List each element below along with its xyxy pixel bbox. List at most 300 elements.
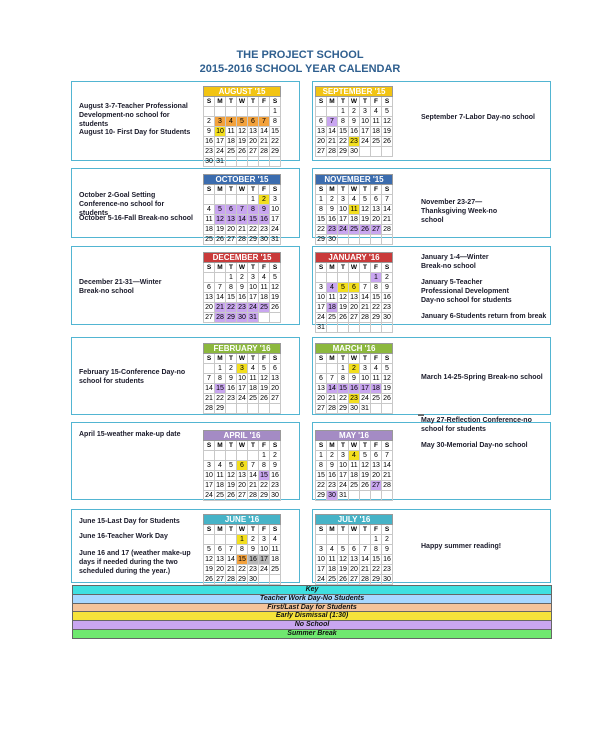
day-cell: 20	[372, 216, 380, 223]
day-cell: 29	[271, 148, 279, 155]
day-cell: 4	[259, 273, 270, 283]
day-cell: 1	[237, 535, 248, 545]
day-cell: 29	[260, 492, 268, 499]
empty-cell	[360, 491, 371, 501]
day-cell: 24	[271, 226, 279, 233]
day-cell: 24	[238, 395, 246, 402]
empty-cell	[338, 323, 349, 333]
month-header: SEPTEMBER '15	[316, 87, 393, 97]
day-cell: 20	[350, 304, 358, 311]
empty-cell	[204, 364, 215, 374]
day-cell: 17	[317, 304, 325, 311]
day-cell: 12	[260, 375, 268, 382]
day-cell: 2	[237, 273, 248, 283]
weekday-label: M	[215, 354, 226, 364]
day-cell: 2	[327, 451, 338, 461]
note-jul-summer: Happy summer reading!	[421, 543, 502, 550]
day-cell: 14	[361, 556, 369, 563]
day-cell: 2	[349, 107, 360, 117]
day-cell: 29	[227, 314, 235, 321]
day-cell: 10	[317, 556, 325, 563]
week-row	[204, 394, 281, 404]
note-oct-fall-break: October 5-16-Fall Break-no school	[79, 215, 193, 222]
day-cell: 20	[216, 566, 224, 573]
day-cell: 22	[271, 138, 279, 145]
week-row	[316, 293, 393, 303]
weekday-label: W	[349, 263, 360, 273]
note-apr-weather: April 15-weather make-up date	[79, 431, 181, 438]
note-sep-labor-day: September 7-Labor Day-no school	[421, 114, 535, 121]
day-cell: 6	[349, 545, 360, 555]
empty-cell	[215, 535, 226, 545]
day-cell: 18	[260, 294, 268, 301]
day-cell: 18	[271, 556, 279, 563]
day-cell: 14	[383, 462, 391, 469]
weekday-label: S	[270, 263, 281, 273]
weekday-label: S	[382, 185, 393, 195]
week-row	[316, 215, 393, 225]
day-cell: 21	[328, 395, 336, 402]
day-cell: 19	[271, 294, 279, 301]
day-cell: 22	[372, 304, 380, 311]
day-cell: 27	[249, 148, 257, 155]
empty-cell	[204, 535, 215, 545]
empty-cell	[338, 535, 349, 545]
weekday-label: S	[316, 525, 327, 535]
day-cell: 6	[316, 117, 327, 127]
weekday-label: M	[215, 97, 226, 107]
weekday-label: S	[204, 97, 215, 107]
weekday-label: S	[204, 441, 215, 451]
day-cell: 9	[382, 545, 393, 555]
weekday-label: W	[237, 525, 248, 535]
week-row	[204, 117, 281, 127]
empty-cell	[349, 323, 360, 333]
empty-cell	[259, 157, 270, 167]
day-cell: 27	[317, 405, 325, 412]
day-cell: 5	[338, 283, 349, 293]
day-cell: 22	[249, 226, 257, 233]
week-row	[204, 283, 281, 293]
day-cell: 30	[328, 236, 336, 243]
calendar-oct	[203, 174, 281, 245]
day-cell: 8	[270, 117, 281, 127]
empty-cell	[382, 404, 393, 414]
week-row	[204, 481, 281, 491]
day-cell: 7	[382, 195, 393, 205]
day-cell: 10	[361, 118, 369, 125]
note-jan-return: January 6-Students return from break	[421, 313, 547, 320]
day-cell: 9	[270, 461, 281, 471]
week-row	[316, 575, 393, 585]
empty-cell	[360, 235, 371, 245]
weekday-label: F	[259, 263, 270, 273]
empty-cell	[270, 313, 281, 323]
day-cell: 28	[361, 314, 369, 321]
week-row	[204, 364, 281, 374]
day-cell: 2	[248, 535, 259, 545]
day-cell: 23	[238, 304, 246, 311]
week-row	[204, 107, 281, 117]
day-cell: 15	[339, 128, 347, 135]
day-cell: 3	[338, 195, 349, 205]
weekday-label: T	[360, 185, 371, 195]
day-cell: 9	[248, 545, 259, 555]
day-cell: 22	[339, 138, 347, 145]
weekday-label: S	[382, 263, 393, 273]
weekday-label: T	[248, 441, 259, 451]
day-cell: 20	[317, 395, 325, 402]
day-cell: 1	[338, 364, 349, 374]
day-cell: 23	[271, 482, 279, 489]
week-row	[316, 195, 393, 205]
weekday-label: M	[327, 441, 338, 451]
day-cell: 17	[238, 385, 246, 392]
day-cell: 9	[259, 205, 270, 215]
day-cell: 15	[372, 556, 380, 563]
week-row	[204, 461, 281, 471]
day-cell: 19	[361, 216, 369, 223]
empty-cell	[259, 313, 270, 323]
day-cell: 4	[215, 461, 226, 471]
weekday-label: S	[270, 97, 281, 107]
empty-cell	[259, 575, 270, 585]
empty-cell	[270, 404, 281, 414]
empty-cell	[360, 323, 371, 333]
day-cell: 31	[271, 236, 279, 243]
week-row	[204, 404, 281, 414]
day-cell: 21	[383, 216, 391, 223]
empty-cell	[248, 157, 259, 167]
day-cell: 23	[383, 566, 391, 573]
day-cell: 13	[249, 128, 257, 135]
day-cell: 29	[317, 236, 325, 243]
day-cell: 13	[317, 385, 325, 392]
weekday-label: T	[338, 525, 349, 535]
day-cell: 4	[349, 451, 360, 461]
day-cell: 27	[372, 482, 380, 489]
day-cell: 21	[238, 226, 246, 233]
day-cell: 27	[317, 148, 325, 155]
day-cell: 30	[205, 158, 213, 165]
legend-early-dismissal: Early Dismissal (1:30)	[73, 612, 552, 621]
empty-cell	[215, 273, 226, 283]
day-cell: 19	[205, 566, 213, 573]
weekday-label: S	[316, 441, 327, 451]
empty-cell	[237, 157, 248, 167]
day-cell: 15	[317, 216, 325, 223]
weekday-label: W	[237, 263, 248, 273]
month-header: NOVEMBER '15	[316, 175, 393, 185]
day-cell: 15	[227, 294, 235, 301]
day-cell: 29	[339, 405, 347, 412]
day-cell: 25	[216, 492, 224, 499]
week-row	[316, 481, 393, 491]
weekday-label: S	[204, 525, 215, 535]
day-cell: 9	[327, 205, 338, 215]
day-cell: 6	[226, 205, 237, 215]
day-cell: 10	[238, 375, 246, 382]
weekday-label: T	[360, 441, 371, 451]
day-cell: 24	[216, 148, 224, 155]
day-cell: 1	[270, 107, 281, 117]
day-cell: 23	[350, 395, 358, 402]
empty-cell	[338, 235, 349, 245]
day-cell: 25	[372, 395, 380, 402]
day-cell: 28	[383, 482, 391, 489]
day-cell: 23	[328, 482, 336, 489]
week-row	[316, 127, 393, 137]
weekday-label: S	[270, 185, 281, 195]
note-mar-spring-break: March 14-25-Spring Break-no school	[421, 374, 543, 381]
day-cell: 7	[382, 451, 393, 461]
empty-cell	[316, 535, 327, 545]
day-cell: 7	[237, 205, 248, 215]
legend-first-last-day: First/Last Day for Students	[73, 603, 552, 612]
calendar-mar	[315, 343, 393, 414]
day-cell: 13	[271, 375, 279, 382]
empty-cell	[371, 235, 382, 245]
day-cell: 17	[205, 482, 213, 489]
day-cell: 13	[216, 556, 224, 563]
month-header: OCTOBER '15	[204, 175, 281, 185]
day-cell: 26	[361, 482, 369, 489]
weekday-label: F	[371, 525, 382, 535]
week-row	[316, 364, 393, 374]
month-header: DECEMBER '15	[204, 253, 281, 263]
day-cell: 8	[371, 283, 382, 293]
weekday-label: M	[215, 185, 226, 195]
day-cell: 22	[317, 226, 325, 233]
empty-cell	[349, 273, 360, 283]
day-cell: 9	[327, 461, 338, 471]
day-cell: 21	[227, 566, 235, 573]
empty-cell	[259, 107, 270, 117]
day-cell: 16	[328, 216, 336, 223]
day-cell: 30	[271, 492, 279, 499]
note-jun-weather: June 16 and 17 (weather make-up days if needed during the two scheduled during the year.)	[79, 550, 191, 575]
day-cell: 28	[216, 314, 224, 321]
day-cell: 14	[383, 206, 391, 213]
day-cell: 26	[238, 148, 246, 155]
calendar-nov	[315, 174, 393, 245]
empty-cell	[371, 147, 382, 157]
day-cell: 22	[372, 566, 380, 573]
week-row	[316, 374, 393, 384]
week-row	[204, 127, 281, 137]
day-cell: 13	[227, 216, 235, 223]
weekday-label: M	[327, 97, 338, 107]
day-cell: 3	[360, 364, 371, 374]
day-cell: 12	[383, 375, 391, 382]
empty-cell	[338, 273, 349, 283]
day-cell: 7	[327, 117, 338, 127]
note-feb-conference: February 15-Conference Day-no school for students	[79, 369, 186, 385]
empty-cell	[270, 575, 281, 585]
day-cell: 5	[270, 273, 281, 283]
day-cell: 15	[339, 385, 347, 392]
note-jun-last-day: June 15-Last Day for Students	[79, 518, 180, 525]
day-cell: 29	[249, 236, 257, 243]
week-row	[316, 394, 393, 404]
weekday-label: F	[259, 441, 270, 451]
day-cell: 15	[260, 472, 268, 479]
day-cell: 26	[361, 226, 369, 233]
day-cell: 23	[205, 148, 213, 155]
weekday-label: M	[327, 354, 338, 364]
day-cell: 2	[382, 535, 393, 545]
weekday-label: W	[349, 525, 360, 535]
week-row	[316, 303, 393, 313]
weekday-label: S	[204, 354, 215, 364]
week-row	[204, 313, 281, 323]
day-cell: 11	[205, 216, 213, 223]
week-row	[316, 555, 393, 565]
weekday-label: W	[237, 97, 248, 107]
empty-cell	[316, 273, 327, 283]
day-cell: 3	[248, 273, 259, 283]
day-cell: 2	[226, 364, 237, 374]
day-cell: 3	[316, 283, 327, 293]
day-cell: 5	[215, 205, 226, 215]
day-cell: 24	[361, 395, 369, 402]
day-cell: 13	[350, 556, 358, 563]
weekday-label: S	[316, 263, 327, 273]
day-cell: 2	[349, 364, 360, 374]
day-cell: 15	[216, 385, 224, 392]
empty-cell	[327, 323, 338, 333]
day-cell: 30	[249, 576, 257, 583]
day-cell: 6	[316, 374, 327, 384]
weekday-label: S	[316, 354, 327, 364]
day-cell: 26	[216, 236, 224, 243]
week-row	[204, 545, 281, 555]
day-cell: 10	[361, 375, 369, 382]
note-aug-first-day: August 10- First Day for Students	[79, 129, 191, 136]
weekday-label: W	[349, 185, 360, 195]
day-cell: 9	[349, 117, 360, 127]
day-cell: 8	[316, 205, 327, 215]
weekday-label: F	[371, 185, 382, 195]
day-cell: 19	[260, 385, 268, 392]
day-cell: 8	[338, 374, 349, 384]
day-cell: 3	[237, 364, 248, 374]
day-cell: 28	[383, 226, 391, 233]
day-cell: 11	[372, 118, 380, 125]
week-row	[316, 451, 393, 461]
day-cell: 26	[271, 304, 279, 311]
weekday-label: T	[248, 185, 259, 195]
day-cell: 2	[382, 273, 393, 283]
day-cell: 16	[249, 556, 257, 563]
calendar-jul	[315, 514, 393, 595]
day-cell: 1	[226, 273, 237, 283]
legend-no-school: No School	[73, 621, 552, 630]
day-cell: 4	[349, 195, 360, 205]
day-cell: 21	[249, 482, 257, 489]
weekday-label: T	[360, 525, 371, 535]
day-cell: 5	[204, 545, 215, 555]
day-cell: 7	[360, 283, 371, 293]
weekday-label: T	[360, 354, 371, 364]
day-cell: 21	[361, 304, 369, 311]
week-row	[316, 565, 393, 575]
day-cell: 18	[216, 482, 224, 489]
calendar-may	[315, 430, 393, 501]
empty-cell	[327, 535, 338, 545]
day-cell: 26	[383, 138, 391, 145]
day-cell: 4	[204, 205, 215, 215]
note-oct-conference: October 2-Goal Setting Conference-no school for students	[79, 192, 165, 217]
day-cell: 1	[371, 273, 382, 283]
legend-key-header: Key	[73, 586, 552, 595]
day-cell: 18	[328, 304, 336, 311]
empty-cell	[327, 273, 338, 283]
weekday-label: T	[248, 97, 259, 107]
day-cell: 11	[249, 375, 257, 382]
day-cell: 23	[383, 304, 391, 311]
month-header: JULY '16	[316, 515, 393, 525]
day-cell: 22	[339, 395, 347, 402]
day-cell: 5	[338, 545, 349, 555]
day-cell: 14	[328, 385, 336, 392]
day-cell: 18	[227, 138, 235, 145]
calendar-jun	[203, 514, 281, 585]
day-cell: 1	[371, 535, 382, 545]
day-cell: 12	[339, 294, 347, 301]
weekday-label: F	[259, 354, 270, 364]
day-cell: 22	[238, 566, 246, 573]
day-cell: 19	[383, 385, 391, 392]
day-cell: 5	[360, 451, 371, 461]
day-cell: 27	[372, 226, 380, 233]
day-cell: 19	[339, 566, 347, 573]
day-cell: 13	[238, 472, 246, 479]
week-row	[316, 535, 393, 545]
day-cell: 13	[205, 294, 213, 301]
school-name: THE PROJECT SCHOOL	[236, 49, 364, 61]
day-cell: 16	[350, 385, 358, 392]
day-cell: 12	[383, 118, 391, 125]
divider-mark: ▬	[418, 412, 424, 418]
day-cell: 11	[227, 128, 235, 135]
day-cell: 21	[328, 138, 336, 145]
day-cell: 14	[260, 128, 268, 135]
empty-cell	[248, 451, 259, 461]
week-row	[316, 107, 393, 117]
empty-cell	[349, 491, 360, 501]
day-cell: 15	[317, 472, 325, 479]
note-nov-thanksgiving: November 23-27—Thanksgiving Week-no school	[421, 199, 498, 224]
day-cell: 20	[317, 138, 325, 145]
day-cell: 29	[372, 576, 380, 583]
day-cell: 11	[350, 206, 358, 213]
month-header: APRIL '16	[204, 431, 281, 441]
day-cell: 3	[270, 195, 281, 205]
day-cell: 8	[338, 117, 349, 127]
weekday-label: T	[338, 441, 349, 451]
weekday-label: F	[371, 441, 382, 451]
day-cell: 16	[271, 472, 279, 479]
day-cell: 2	[327, 195, 338, 205]
day-cell: 19	[339, 304, 347, 311]
weekday-label: S	[382, 97, 393, 107]
day-cell: 28	[227, 576, 235, 583]
weekday-label: F	[371, 263, 382, 273]
day-cell: 2	[259, 195, 270, 205]
empty-cell	[215, 195, 226, 205]
day-cell: 29	[216, 405, 224, 412]
